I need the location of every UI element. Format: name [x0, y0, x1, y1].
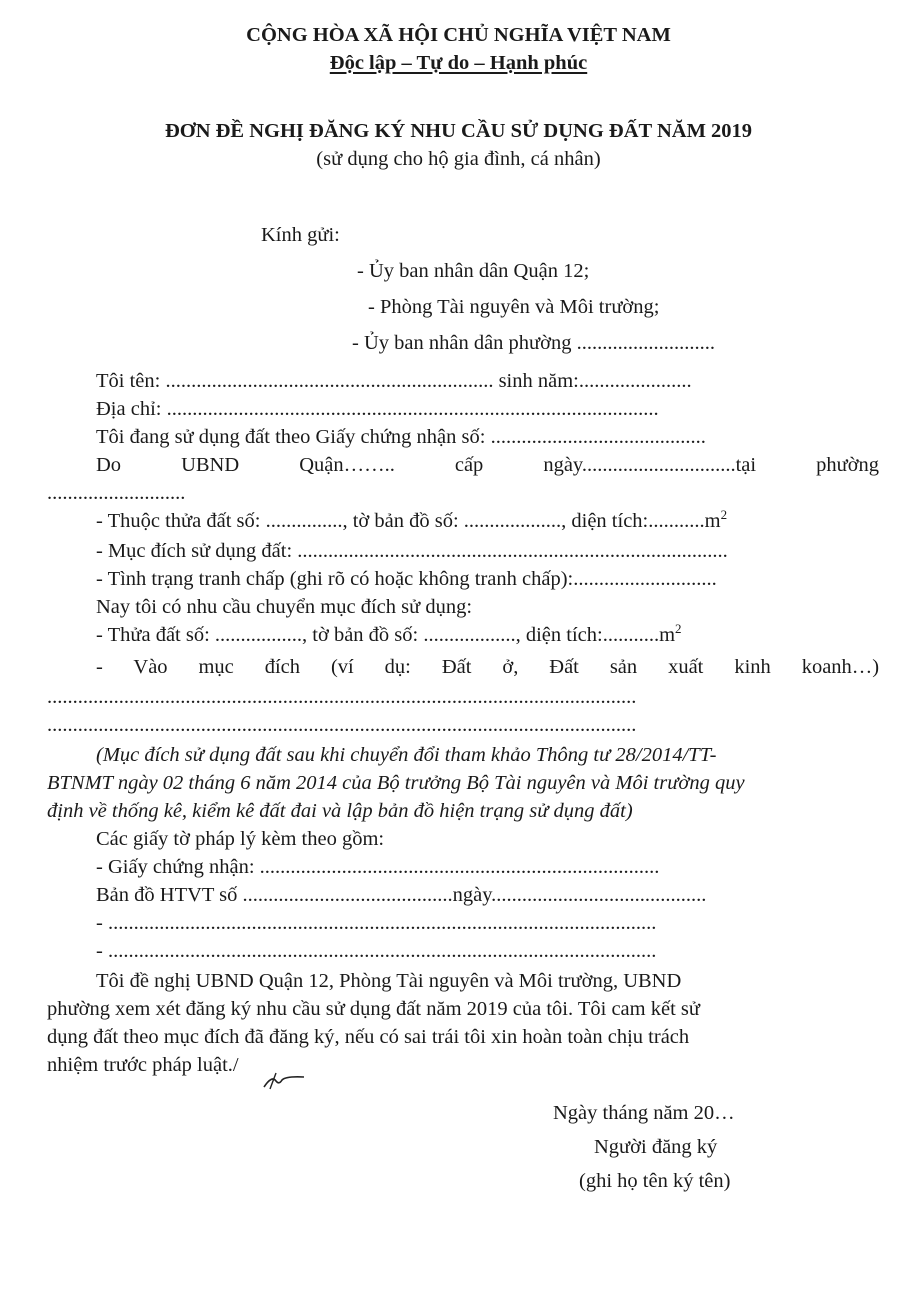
request-line-4: nhiệm trước pháp luật./ [47, 1054, 239, 1076]
note-line-3: định về thống kê, kiểm kê đất đai và lập bản đồ hiện trạng sử dụng đất) [47, 800, 633, 822]
address-line: Địa chỉ: ................................................................................................ [96, 398, 659, 420]
dots-line-2: ................................................................................................................... [47, 714, 637, 736]
national-motto: CỘNG HÒA XÃ HỘI CHỦ NGHĨA VIỆT NAM [246, 24, 671, 46]
certificate-line: Tôi đang sử dụng đất theo Giấy chứng nhận số: .......................................... [96, 426, 706, 448]
form-title: ĐƠN ĐỀ NGHỊ ĐĂNG KÝ NHU CẦU SỬ DỤNG ĐẤT NĂM 2019 [164, 120, 753, 142]
word: cấp [454, 454, 484, 476]
signature-role: Người đăng ký [594, 1136, 718, 1158]
word: dụ: [384, 656, 411, 678]
word: Đất [441, 656, 472, 678]
target-purpose-line [96, 654, 879, 680]
attachment-certificate: - Giấy chứng nhận: .............................................................................. [96, 856, 660, 878]
word: ngày..............................tại [543, 454, 757, 476]
applicant-name-line: Tôi tên: ................................................................ sinh năm:...................... [96, 370, 692, 392]
ward-dots-line: ........................... [47, 482, 186, 504]
word: (ví [330, 656, 354, 678]
form-subtitle: (sử dụng cho hộ gia đình, cá nhân) [316, 148, 601, 170]
recipient-1: - Ủy ban nhân dân Quận 12; [357, 260, 590, 282]
greeting: Kính gửi: [261, 224, 340, 246]
word: - [96, 656, 103, 678]
attachments-heading: Các giấy tờ pháp lý kèm theo gồm: [96, 828, 385, 850]
signature-date: Ngày tháng năm 20… [553, 1102, 735, 1124]
request-line-1: Tôi đề nghị UBND Quận 12, Phòng Tài nguyên và Môi trường, UBND [96, 970, 682, 992]
word: ở, [502, 656, 519, 678]
dots-line-1: ................................................................................................................... [47, 686, 637, 708]
attachment-other-2: - ........................................................................................................... [96, 940, 657, 962]
national-slogan: Độc lập – Tự do – Hạnh phúc [329, 52, 588, 74]
word: xuất [668, 656, 704, 678]
word: sản [609, 656, 638, 678]
recipient-3: - Ủy ban nhân dân phường ........................... [352, 332, 716, 354]
word: koanh…) [801, 656, 880, 678]
word: Đất [549, 656, 579, 678]
new-parcel-line: - Thửa đất số: ................., tờ bản đồ số: .................., diện $tích:...........m^2$ [96, 621, 682, 646]
signature-hint: (ghi họ tên ký tên) [579, 1170, 731, 1192]
note-line-2: BTNMT ngày 02 tháng 6 năm 2014 của Bộ trưởng Bộ Tài nguyên và Môi trường quy [47, 772, 745, 794]
land-purpose-line: - Mục đích sử dụng đất: .................................................................................... [96, 540, 728, 562]
word: Do [96, 454, 122, 476]
word: kinh [734, 656, 771, 678]
parcel-line: - Thuộc thửa đất số: ..............., tờ bản đồ số: ..................., diện $tích:...........m^2$ [96, 507, 728, 532]
word: mục [198, 656, 234, 678]
request-line-3: dụng đất theo mục đích đã đăng ký, nếu có sai trái tôi xin hoàn toàn chịu trách [47, 1026, 690, 1048]
change-purpose-line: Nay tôi có nhu cầu chuyển mục đích sử dụng: [96, 596, 473, 618]
word: phường [816, 454, 880, 476]
word: UBND [181, 454, 240, 476]
word: đích [264, 656, 301, 678]
issued-by-line [96, 452, 879, 478]
dispute-line: - Tình trạng tranh chấp (ghi rõ có hoặc không tranh chấp):............................ [96, 568, 717, 590]
attachment-map: Bản đồ HTVT số .........................................ngày.......................................... [96, 884, 707, 906]
word: Vào [133, 656, 168, 678]
recipient-2: - Phòng Tài nguyên và Môi trường; [368, 296, 660, 318]
note-line-1: (Mục đích sử dụng đất sau khi chuyển đổi tham khảo Thông tư 28/2014/TT- [96, 744, 717, 766]
initial-mark-icon [262, 1071, 306, 1091]
attachment-other-1: - ........................................................................................................... [96, 912, 657, 934]
word: Quận…….. [299, 454, 395, 476]
request-line-2: phường xem xét đăng ký nhu cầu sử dụng đất năm 2019 của tôi. Tôi cam kết sử [47, 998, 700, 1020]
